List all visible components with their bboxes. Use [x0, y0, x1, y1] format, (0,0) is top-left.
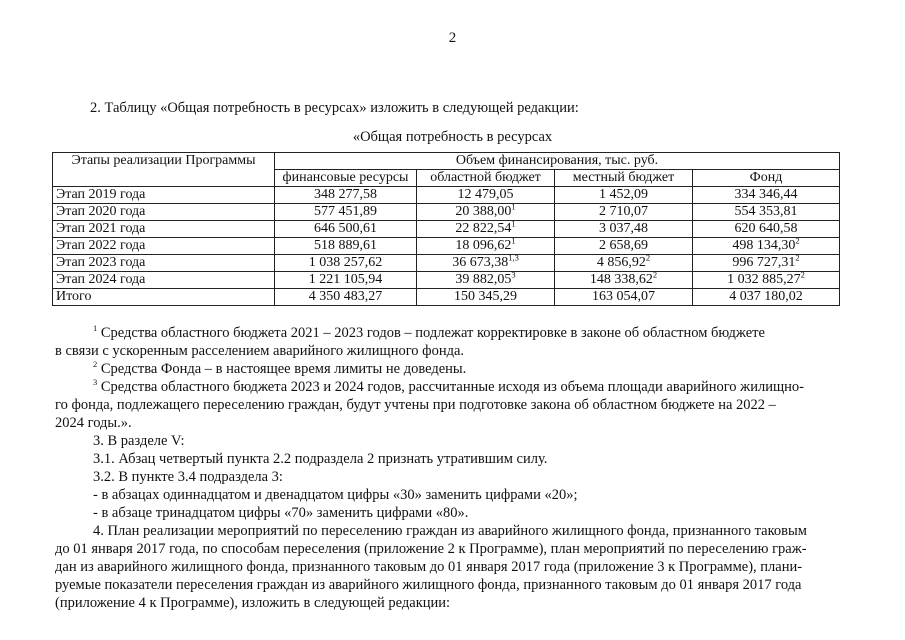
cell-value: 620 640,58: [734, 221, 798, 236]
cell-value: 148 338,62: [589, 272, 653, 287]
value-cell: [555, 289, 693, 306]
cell-footnote-mark: 2: [652, 269, 658, 280]
cell-value: 518 889,61: [314, 238, 377, 253]
cell-value: 18 096,62: [455, 238, 512, 253]
cell-footnote-mark: 2: [795, 235, 800, 246]
cell-value: 554 353,81: [734, 204, 798, 219]
funding-header: Объем финансирования, тыс. руб.: [275, 153, 840, 170]
stage-cell: Этап 2022 года: [53, 238, 275, 255]
value-cell: [417, 269, 555, 289]
value-cell: [693, 252, 840, 272]
column-header: областной бюджет: [417, 170, 555, 187]
table-row: [53, 238, 840, 255]
cell-footnote-mark: 1,3: [508, 252, 519, 263]
footnotes: [55, 324, 839, 612]
value-cell: [555, 187, 693, 204]
item-4-line-2: до 01 января 2017 года, по способам переселения (приложение 2 к Программе), план мероприятий по переселению граж-: [55, 541, 807, 557]
cell-footnote-mark: 1: [511, 218, 516, 229]
cell-value: 4 856,92: [596, 255, 646, 270]
stage-cell: Этап 2024 года: [53, 272, 275, 289]
cell-value: 4 037 180,02: [729, 289, 803, 304]
cell-footnote-mark: 2: [800, 269, 805, 280]
cell-value: 334 346,44: [734, 187, 798, 202]
cell-value: 1 038 257,62: [308, 255, 383, 270]
table-row: [53, 187, 840, 204]
footnote-1-continued: в связи с ускоренным расселением аварийного жилищного фонда.: [55, 343, 465, 359]
value-cell: [275, 221, 417, 238]
column-header: финансовые ресурсы: [275, 170, 417, 187]
item-3-1: 3.1. Абзац четвертый пункта 2.2 подраздела 2 признать утратившим силу.: [93, 451, 548, 467]
cell-value: 348 277,58: [314, 187, 377, 202]
value-cell: [693, 269, 840, 289]
item-4-line-4: руемые показатели переселения граждан из аварийного жилищного фонда, признанного таковым до 01 января 2017 года: [55, 577, 802, 593]
cell-value: 1 221 105,94: [308, 272, 383, 287]
footnote-mark: 3: [93, 377, 98, 388]
value-cell: [417, 252, 555, 272]
cell-value: 1 032 885,27: [727, 272, 801, 287]
cell-footnote-mark: 2: [795, 252, 800, 263]
cell-value: 4 350 483,27: [308, 289, 383, 304]
cell-value: 36 673,38: [452, 255, 509, 270]
footnote-text: Средства Фонда – в настоящее время лимиты не доведены.: [100, 361, 467, 377]
table-row: [53, 289, 840, 306]
value-cell: [417, 187, 555, 204]
footnote-2: [55, 360, 839, 378]
cell-footnote-mark: 3: [511, 269, 516, 280]
value-cell: [693, 221, 840, 238]
cell-value: 12 479,05: [457, 187, 514, 202]
value-cell: [275, 187, 417, 204]
item-3: 3. В разделе V:: [93, 433, 185, 449]
cell-value: 646 500,61: [314, 221, 377, 236]
value-cell: [275, 255, 417, 272]
cell-value: 577 451,89: [314, 204, 377, 219]
cell-footnote-mark: 2: [645, 252, 651, 263]
value-cell: [555, 269, 693, 289]
cell-value: 39 882,05: [455, 272, 512, 287]
cell-value: 996 727,31: [732, 255, 796, 270]
table-title: «Общая потребность в ресурсах: [352, 129, 553, 145]
cell-value: 1 452,09: [599, 187, 648, 202]
value-cell: [555, 238, 693, 255]
cell-footnote-mark: 1: [511, 235, 516, 246]
footnote-mark: 2: [93, 359, 98, 370]
footnote-text: Средства областного бюджета 2023 и 2024 годов, рассчитанные исходя из объема площади аварийного жилищно-: [100, 379, 804, 395]
value-cell: [417, 218, 555, 238]
cell-value: 3 037,48: [599, 221, 648, 236]
stage-cell: Итого: [53, 289, 275, 306]
item-3-2: 3.2. В пункте 3.4 подраздела 3:: [93, 469, 283, 485]
value-cell: [555, 204, 693, 221]
value-cell: [417, 235, 555, 255]
footnote-3-end: 2024 годы.».: [55, 415, 132, 431]
table-body: [53, 187, 840, 306]
table-row: [53, 272, 840, 289]
column-header: Фонд: [693, 170, 840, 187]
value-cell: [693, 204, 840, 221]
value-cell: [693, 187, 840, 204]
value-cell: [693, 235, 840, 255]
footnote-1: [55, 324, 839, 342]
value-cell: [693, 289, 840, 306]
footnote-3: [55, 378, 839, 396]
cell-value: 498 134,30: [732, 238, 796, 253]
item-3-2-a: - в абзацах одиннадцатом и двенадцатом цифры «30» заменить цифрами «20»;: [93, 487, 578, 503]
cell-value: 150 345,29: [454, 289, 517, 304]
stages-column-header: Этапы реализации Программы: [53, 153, 275, 187]
cell-value: 163 054,07: [592, 289, 655, 304]
footnote-text: Средства областного бюджета 2021 – 2023 годов – подлежат корректировке в законе об областном бюджете: [100, 325, 765, 341]
value-cell: [417, 201, 555, 221]
footnote-3-continued: го фонда, подлежащего переселению граждан, будут учтены при подготовке закона об областном бюджете на 2022 –: [55, 397, 776, 413]
intro-paragraph: 2. Таблицу «Общая потребность в ресурсах» изложить в следующей редакции:: [90, 100, 579, 116]
cell-value: 2 710,07: [599, 204, 648, 219]
value-cell: [275, 289, 417, 306]
table-row: [53, 255, 840, 272]
resources-table: [52, 152, 840, 306]
value-cell: [275, 238, 417, 255]
stage-cell: Этап 2020 года: [53, 204, 275, 221]
stage-cell: Этап 2021 года: [53, 221, 275, 238]
cell-value: 20 388,00: [455, 204, 512, 219]
value-cell: [417, 289, 555, 306]
footnote-mark: 1: [93, 323, 98, 334]
cell-footnote-mark: 1: [511, 201, 516, 212]
column-header: местный бюджет: [555, 170, 693, 187]
cell-value: 22 822,54: [455, 221, 512, 236]
stage-cell: Этап 2023 года: [53, 255, 275, 272]
value-cell: [275, 272, 417, 289]
table-row: [53, 204, 840, 221]
value-cell: [555, 252, 693, 272]
value-cell: [555, 221, 693, 238]
item-4-line-5: (приложение 4 к Программе), изложить в следующей редакции:: [55, 595, 451, 611]
item-4-line-3: дан из аварийного жилищного фонда, признанного таковым до 01 января 2017 года (приложение 3 к Программе), плани-: [55, 559, 803, 575]
page-number: 2: [448, 30, 457, 46]
item-3-2-b: - в абзаце тринадцатом цифры «70» заменить цифрами «80».: [93, 505, 469, 521]
cell-value: 2 658,69: [599, 238, 648, 253]
item-4: 4. План реализации мероприятий по переселению граждан из аварийного жилищного фонда, признанного таковым: [93, 523, 807, 539]
stage-cell: Этап 2019 года: [53, 187, 275, 204]
table-row: [53, 221, 840, 238]
value-cell: [275, 204, 417, 221]
